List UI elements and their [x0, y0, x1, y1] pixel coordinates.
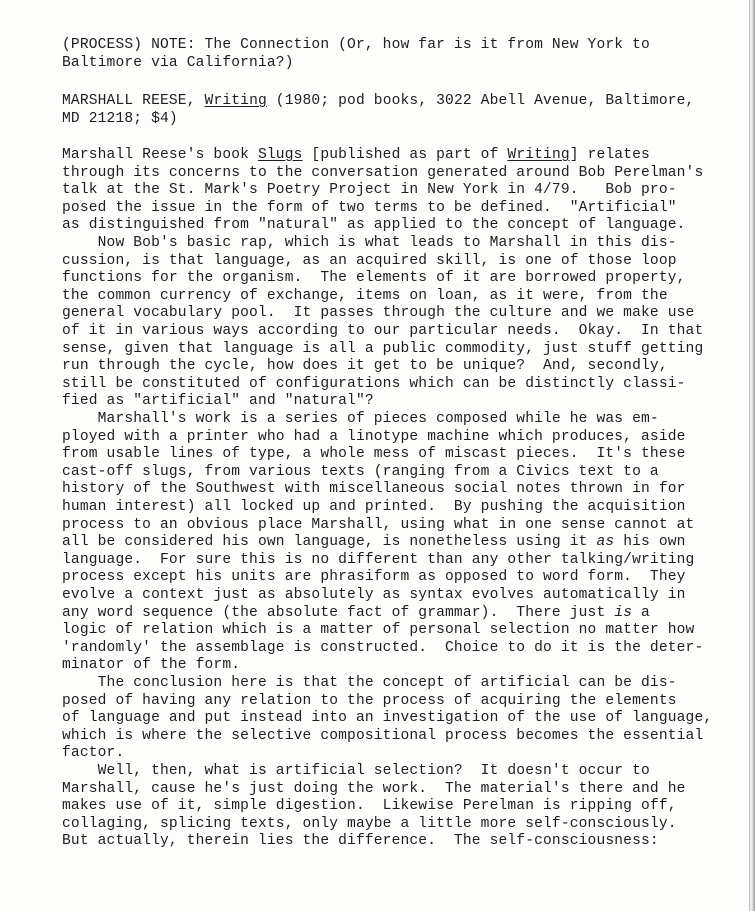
- citation-line-2: MD 21218; $4): [62, 111, 178, 127]
- body-line: language. For sure this is no different than any other talking/writing: [62, 551, 695, 568]
- body-line: history of the Southwest with miscellaneous social notes thrown in for: [62, 481, 686, 498]
- body-line: collaging, splicing texts, only maybe a little more self-consciously.: [62, 815, 677, 832]
- body-line-1: [62, 146, 650, 164]
- body-text: a: [632, 604, 650, 621]
- body-line: cast-off slugs, from various texts (ranging from a Civics text to a: [62, 463, 659, 480]
- body-line: process to an obvious place Marshall, using what in one sense cannot at: [62, 516, 695, 533]
- emphasis-as: as: [596, 534, 615, 551]
- body-line: minator of the form.: [62, 657, 241, 674]
- body-line: logic of relation which is a matter of personal selection no matter how: [62, 622, 695, 639]
- note-title-line-2: Baltimore via California?): [62, 55, 294, 71]
- body-line: cussion, is that language, as an acquired skill, is one of those loop: [62, 252, 677, 269]
- body-line: Now Bob's basic rap, which is what leads to Marshall in this dis-: [62, 235, 677, 251]
- book-title-slugs: Slugs: [257, 147, 303, 163]
- body-line: from usable lines of type, a whole mess of miscast pieces. It's these: [62, 446, 686, 463]
- body-line: the common currency of exchange, items on loan, as it were, from the: [62, 287, 668, 304]
- body-line: process except his units are phrasiform as opposed to word form. They: [62, 569, 686, 586]
- body-line-as: [62, 533, 686, 551]
- body-text: Marshall Reese's book: [62, 147, 258, 163]
- body-line: evolve a context just as absolutely as syntax evolves automatically in: [62, 587, 686, 603]
- body-line: still be constituted of configurations which can be distinctly classi-: [62, 375, 686, 392]
- body-line: fied as "artificial" and "natural"?: [62, 393, 374, 410]
- body-line: factor.: [62, 745, 125, 762]
- note-title-line-1: (PROCESS) NOTE: The Connection (Or, how far is it from New York to: [62, 37, 650, 53]
- body-line: human interest) all locked up and printed. By pushing the acquisition: [62, 499, 686, 515]
- body-line: posed the issue in the form of two terms to be defined. "Artificial": [62, 199, 677, 216]
- citation-title: Writing: [204, 93, 267, 109]
- citation-line-1: [62, 92, 694, 110]
- book-title-writing: Writing: [507, 147, 570, 163]
- body-line: of it in various ways according to our particular needs. Okay. In that: [62, 323, 704, 339]
- body-line: through its concerns to the conversation generated around Bob Perelman's: [62, 164, 704, 181]
- body-line: Well, then, what is artificial selection? It doesn't occur to: [62, 763, 650, 779]
- body-line: But actually, therein lies the difference. The self-consciousness:: [62, 833, 659, 850]
- body-line: run through the cycle, how does it get to be unique? And, secondly,: [62, 358, 668, 375]
- body-line: posed of having any relation to the process of acquiring the elements: [62, 692, 677, 709]
- body-line: as distinguished from "natural" as applied to the concept of language.: [62, 217, 686, 234]
- body-line: The conclusion here is that the concept of artificial can be dis-: [62, 675, 677, 691]
- body-line: general vocabulary pool. It passes through the culture and we make use: [62, 305, 695, 322]
- body-line: 'randomly' the assemblage is constructed. Choice to do it is the deter-: [62, 639, 704, 656]
- body-line: Marshall's work is a series of pieces composed while he was em-: [62, 411, 659, 427]
- body-text: [published as part of: [302, 147, 508, 163]
- body-line: talk at the St. Mark's Poetry Project in New York in 4/79. Bob pro-: [62, 182, 677, 199]
- emphasis-is: is: [614, 604, 633, 621]
- citation-details: (1980; pod books, 3022 Abell Avenue, Baltimore,: [266, 93, 695, 109]
- body-line: Marshall, cause he's just doing the work. The material's there and he: [62, 780, 686, 797]
- body-line: sense, given that language is all a public commodity, just stuff getting: [62, 340, 704, 357]
- body-text: all be considered his own language, is nonetheless using it: [62, 534, 597, 551]
- body-text: any word sequence (the absolute fact of grammar). There just: [62, 604, 615, 621]
- body-text: his own: [614, 534, 686, 551]
- body-line: makes use of it, simple digestion. Likewise Perelman is ripping off,: [62, 798, 677, 815]
- body-line: functions for the organism. The elements of it are borrowed property,: [62, 270, 686, 287]
- body-line: of language and put instead into an investigation of the use of language,: [62, 710, 713, 727]
- body-text: ] relates: [569, 147, 650, 163]
- body-line: ployed with a printer who had a linotype machine which produces, aside: [62, 428, 686, 445]
- body-line: which is where the selective compositional process becomes the essential: [62, 727, 704, 744]
- body-line-is: [62, 604, 650, 622]
- page-edge-line: [749, 0, 750, 911]
- citation-author: MARSHALL REESE,: [62, 93, 205, 109]
